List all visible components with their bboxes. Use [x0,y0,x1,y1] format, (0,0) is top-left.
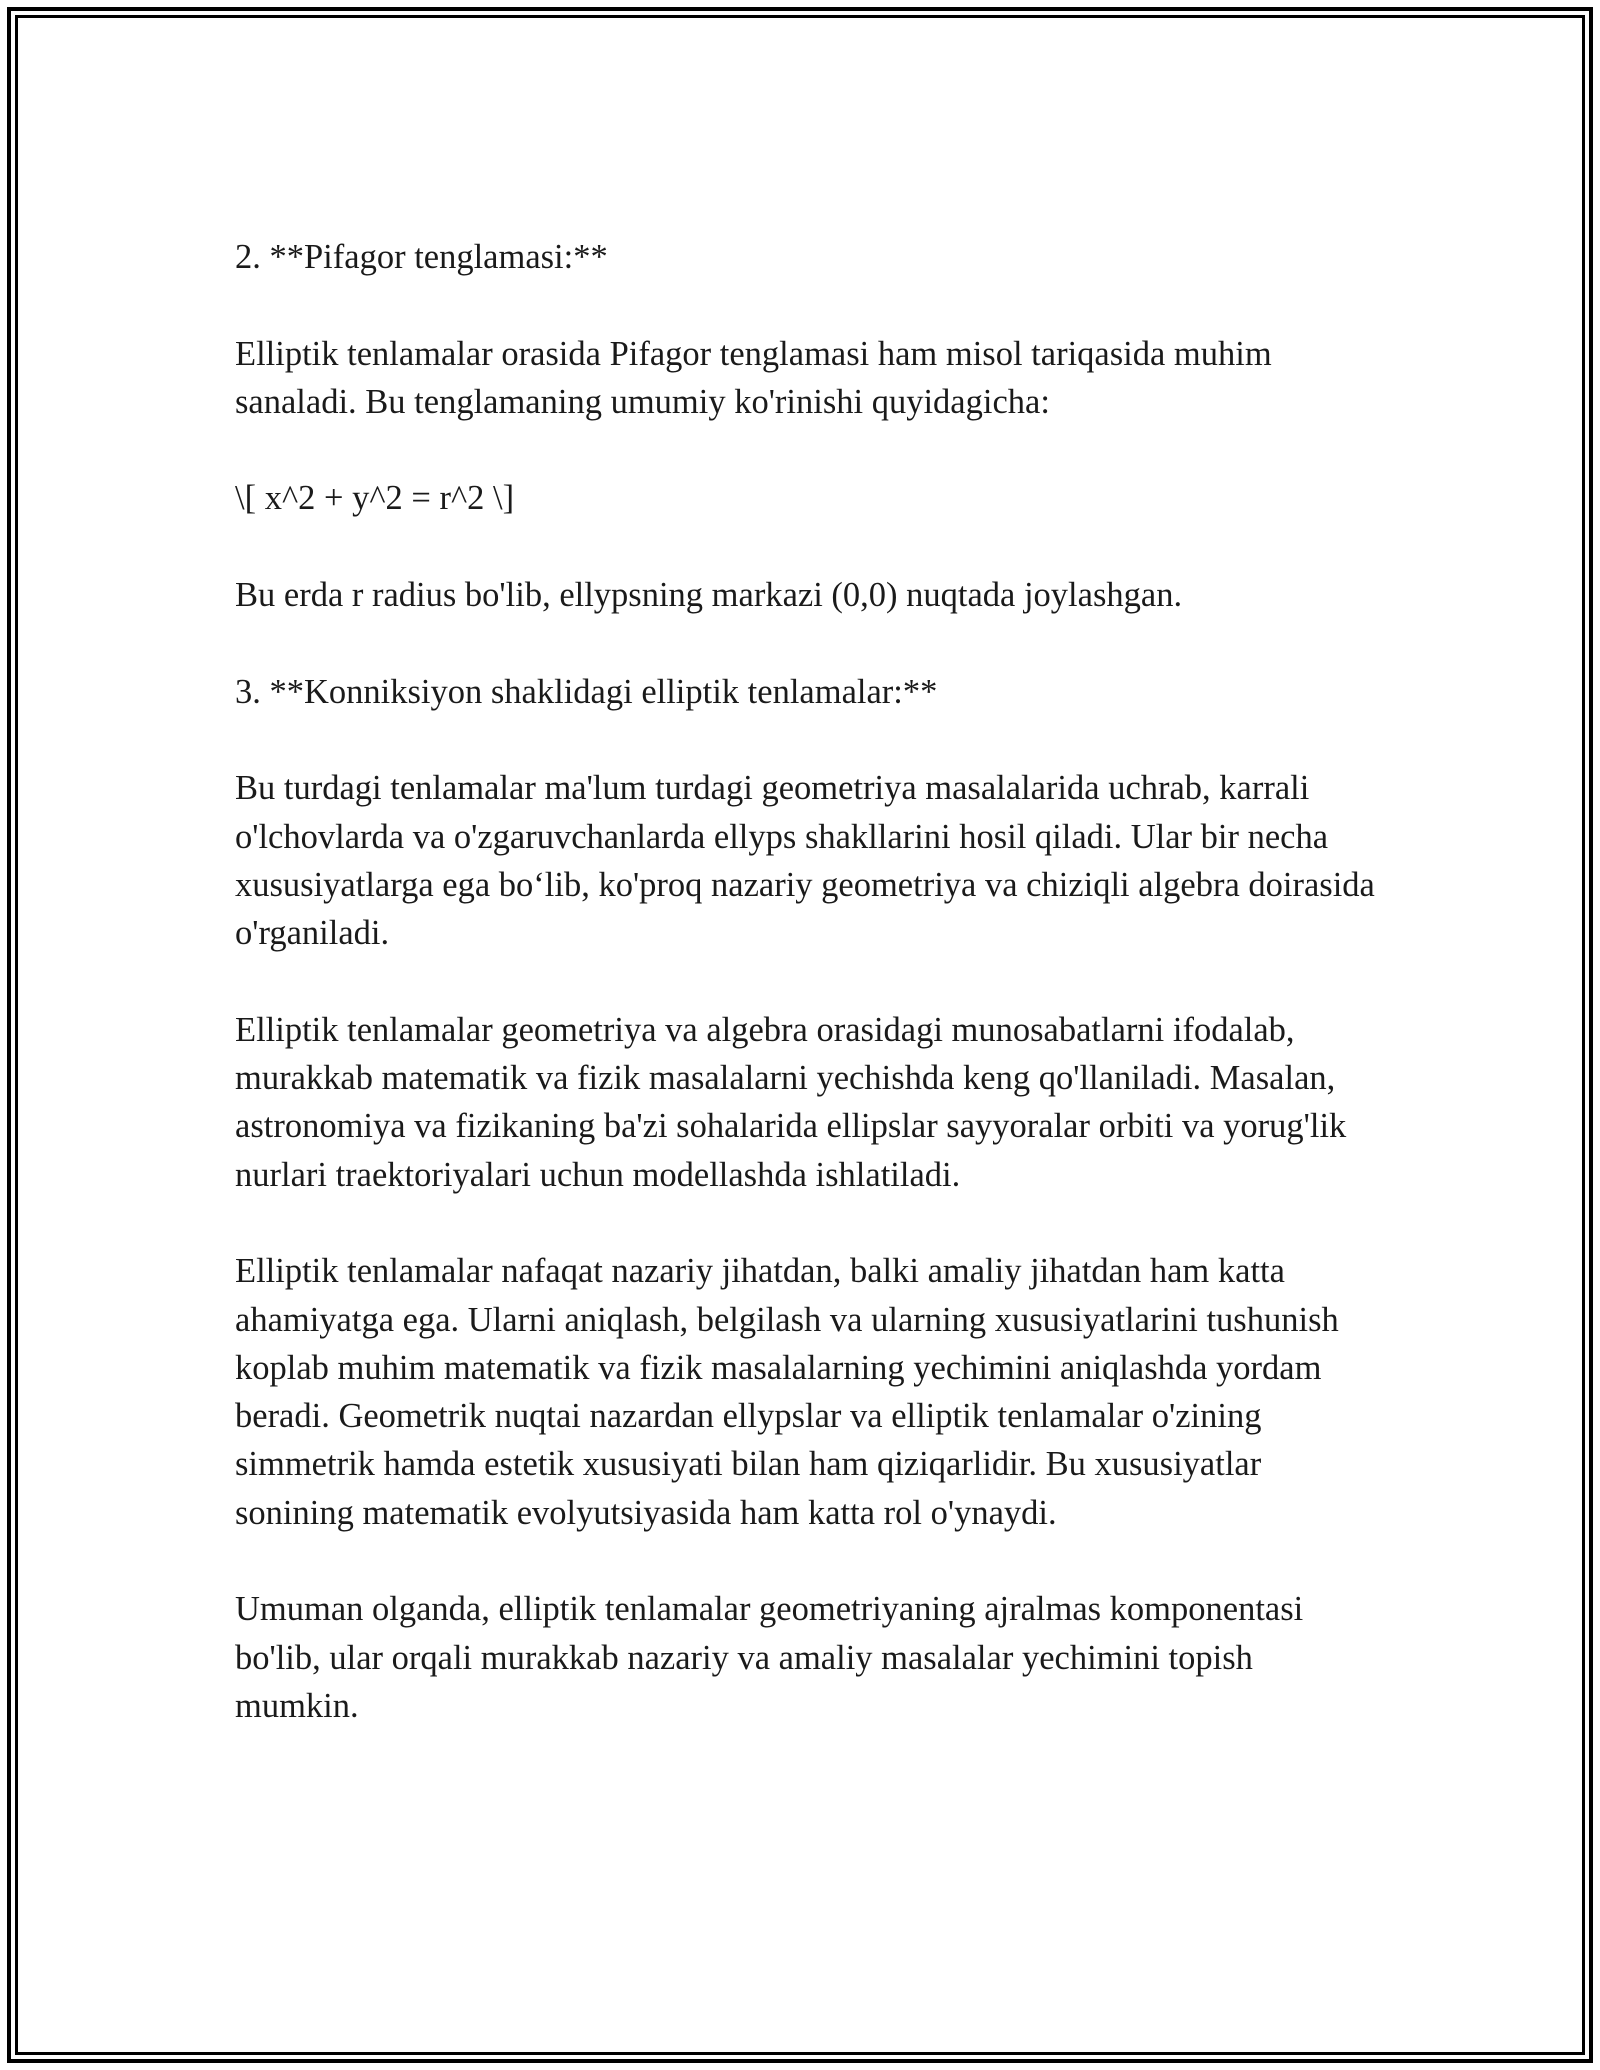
section-heading-2: 2. **Pifagor tenglamasi:** [235,238,608,276]
paragraph-importance: Elliptik tenlamalar nafaqat nazariy jihatdan, balki amaliy jihatdan ham katta ahamiyatga ega. Ularni aniqlash, belgilash va ularning xususiyatlarini tushunish koplab muhim matematik va fizik masalalarning yechimini aniqlashda yordam beradi. Geometrik nuqtai nazardan ellypslar va elliptik tenlamalar o'zining simmetrik hamda estetik xususiyati bilan ham qiziqarlidir. Bu xususiyatlar sonining matematik evolyutsiyasida ham katta rol o'ynaydi. [235,1252,1339,1532]
paragraph-conclusion: Umuman olganda, elliptik tenlamalar geometriyaning ajralmas komponentasi bo'lib, ular orqali murakkab nazariy va amaliy masalalar yechimini topish mumkin. [235,1590,1304,1725]
paragraph-applications: Elliptik tenlamalar geometriya va algebra orasidagi munosabatlarni ifodalab, murakkab matematik va fizik masalalarni yechishda keng qo'llaniladi. Masalan, astronomiya va fizikaning ba'zi sohalarida ellipslar sayyoralar orbiti va yorug'lik nurlari traektoriyalari uchun modellashda ishlatiladi. [235,1010,1347,1194]
section-heading-3: 3. **Konniksiyon shaklidagi elliptik tenlamalar:** [235,672,938,711]
paragraph-konniksiyon: Bu turdagi tenlamalar ma'lum turdagi geometriya masalalarida uchrab, karrali o'lchovlarda va o'zgaruvchanlarda ellyps shakllarini hosil qiladi. Ular bir necha xususiyatlarga ega bo‘lib, ko'proq nazariy geometriya va chiziqli algebra doirasida o'rganiladi. [235,769,1375,953]
paragraph-pifagor-intro: Elliptik tenlamalar orasida Pifagor tenglamasi ham misol tariqasida muhim sanaladi. Bu tenglamaning umumiy ko'rinishi quyidagicha: [235,334,1272,421]
formula: \[ x^2 + y^2 = r^2 \] [235,479,515,518]
document-body [235,233,1375,1779]
paragraph-radius: Bu erda r radius bo'lib, ellypsning markazi (0,0) nuqtada joylashgan. [235,576,1183,615]
